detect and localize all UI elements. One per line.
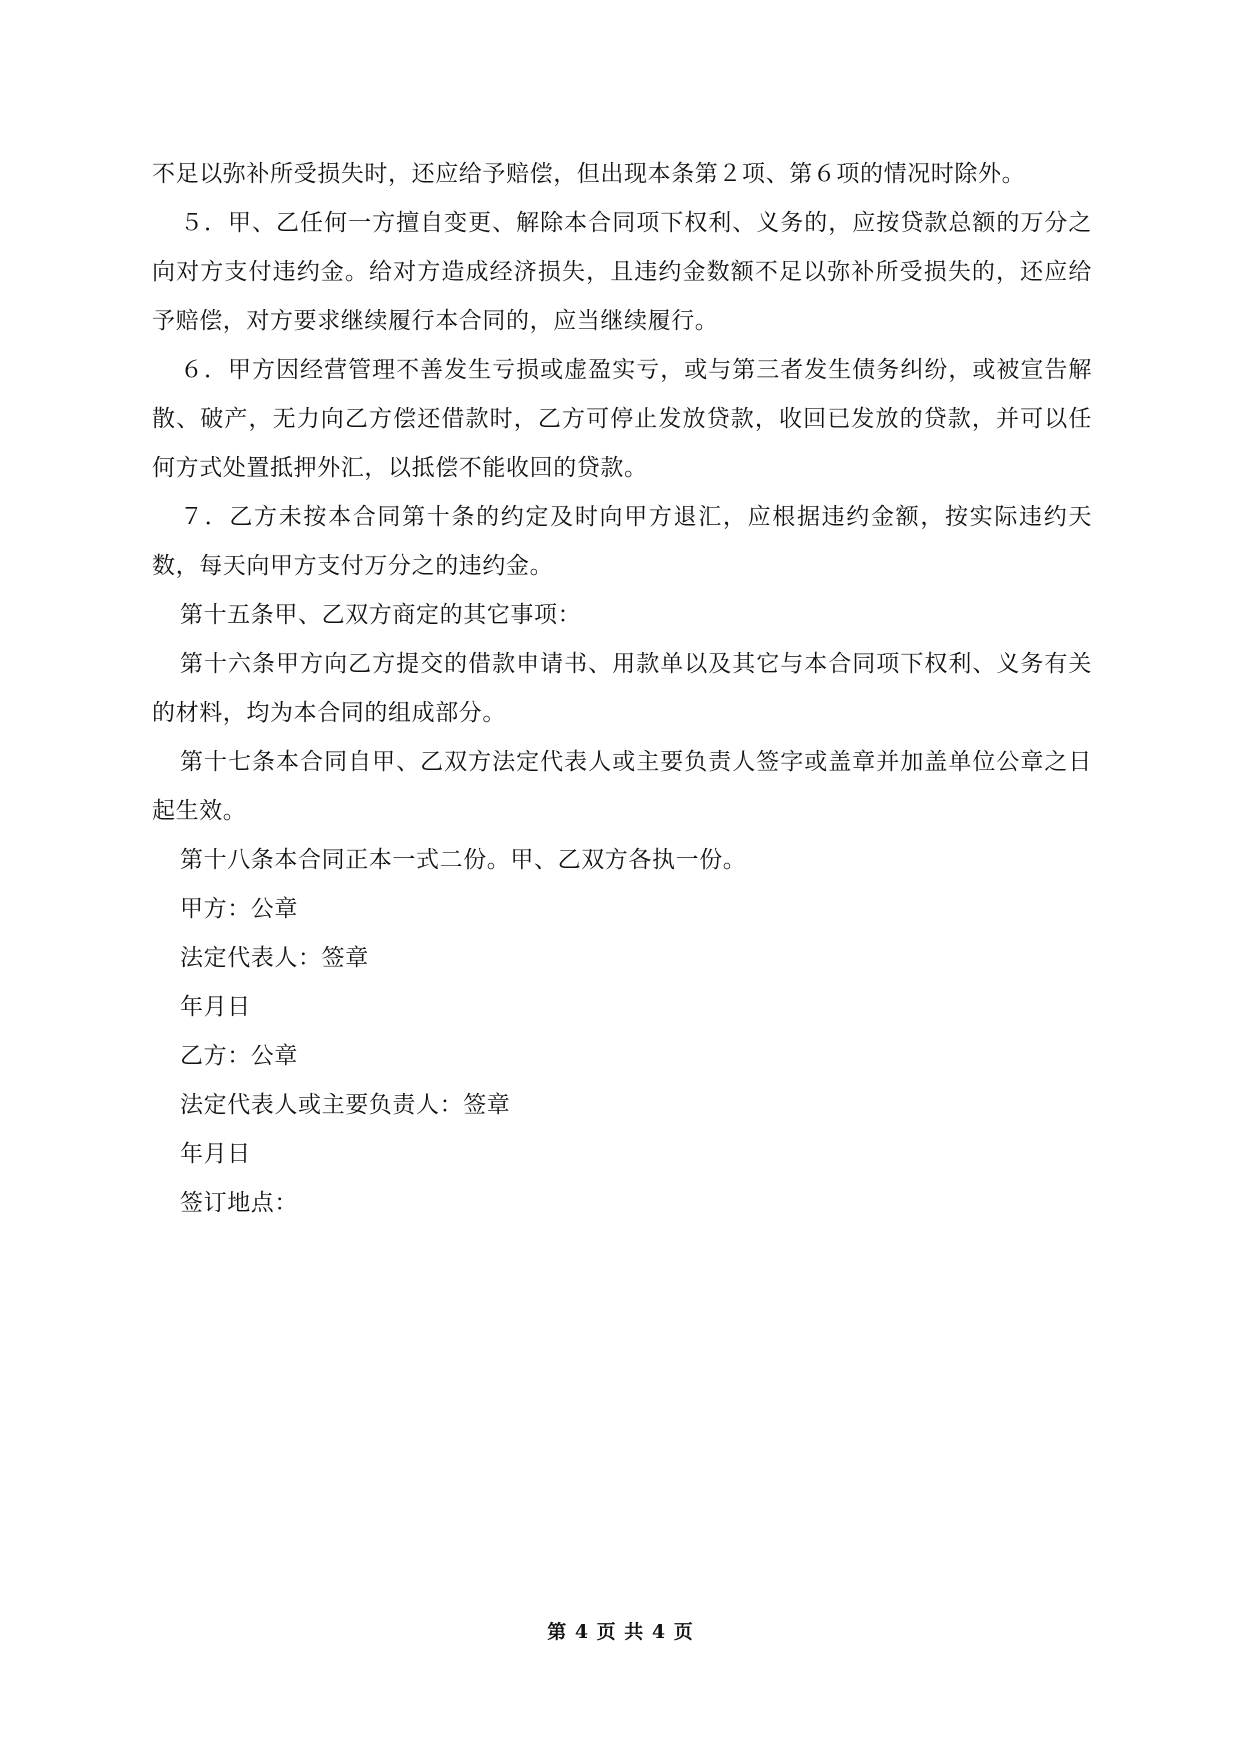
paragraph-clause-5: ５．甲、乙任何一方擅自变更、解除本合同项下权利、义务的，应按贷款总额的万分之向对方支付违约金。给对方造成经济损失，且违约金数额不足以弥补所受损失的，还应给予赔偿，对方要求继续履行本合同的，应当继续履行。 — [152, 210, 1092, 334]
paragraph-article-17: 第十七条本合同自甲、乙双方法定代表人或主要负责人签字或盖章并加盖单位公章之日起生效。 — [152, 749, 1092, 824]
paragraph-clause-7: ７．乙方未按本合同第十条的约定及时向甲方退汇，应根据违约金额，按实际违约天数，每天向甲方支付万分之的违约金。 — [152, 504, 1092, 579]
page-number-footer: 第 4 页 共 4 页 — [547, 1621, 694, 1643]
document-body — [152, 150, 1092, 1228]
party-b-date-line: 年月日 — [180, 1141, 251, 1167]
paragraph-article-18: 第十八条本合同正本一式二份。甲、乙双方各执一份。 — [180, 847, 747, 873]
party-a-date-line: 年月日 — [180, 994, 251, 1020]
party-a-seal-line: 甲方：公章 — [180, 896, 298, 922]
signing-location-line: 签订地点： — [180, 1190, 298, 1216]
paragraph-damages-continuation: 不足以弥补所受损失时，还应给予赔偿，但出现本条第２项、第６项的情况时除外。 — [152, 161, 1026, 187]
party-b-representative-line: 法定代表人或主要负责人：签章 — [180, 1092, 511, 1118]
paragraph-article-16: 第十六条甲方向乙方提交的借款申请书、用款单以及其它与本合同项下权利、义务有关的材料，均为本合同的组成部分。 — [152, 651, 1092, 726]
paragraph-article-15: 第十五条甲、乙双方商定的其它事项： — [180, 602, 582, 628]
party-b-seal-line: 乙方：公章 — [180, 1043, 298, 1069]
party-a-representative-line: 法定代表人：签章 — [180, 945, 369, 971]
paragraph-clause-6: ６．甲方因经营管理不善发生亏损或虚盈实亏，或与第三者发生债务纠纷，或被宣告解散、破产，无力向乙方偿还借款时，乙方可停止发放贷款，收回已发放的贷款，并可以任何方式处置抵押外汇，以抵偿不能收回的贷款。 — [152, 357, 1092, 481]
